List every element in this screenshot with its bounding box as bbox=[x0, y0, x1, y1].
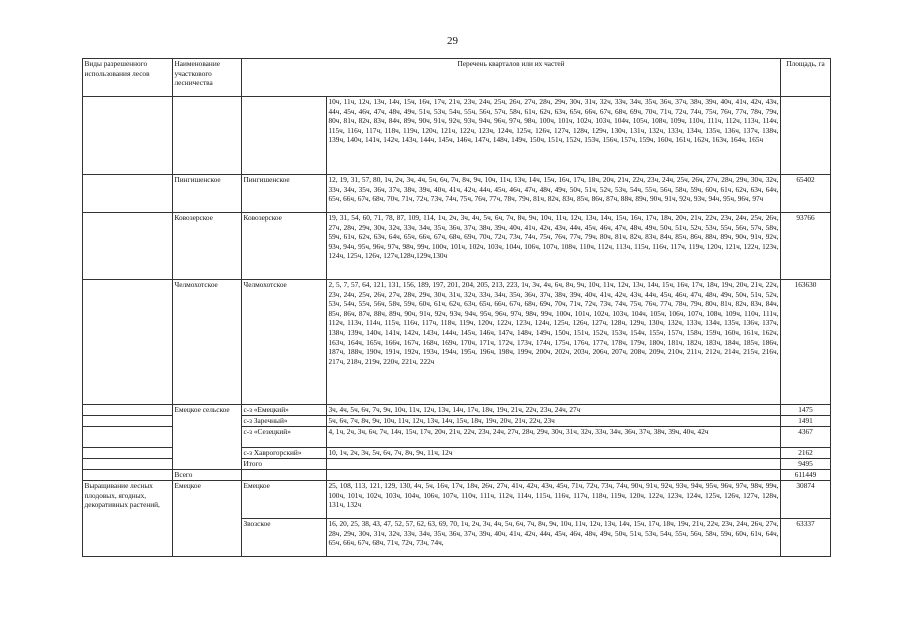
cell-forestry: Емецкое сельское bbox=[173, 405, 242, 470]
cell-forestry bbox=[173, 97, 242, 175]
cell-use bbox=[83, 280, 173, 405]
cell-quarters: 5ч, 6ч, 7ч, 8ч, 9ч, 10ч, 11ч, 12ч, 13ч, 14ч, 15ч, 18ч, 19ч, 20ч, 21ч, 22ч, 23ч bbox=[327, 416, 781, 427]
cell-use: Выращивание лесных плодовых, ягодных, декоративных растений, bbox=[83, 481, 173, 557]
table-row-total bbox=[83, 470, 831, 481]
cell-use bbox=[83, 175, 173, 213]
cell-forestry: Емецкое bbox=[173, 481, 242, 557]
cell-sub: Емецкое bbox=[242, 481, 327, 519]
cell-area: 65402 bbox=[781, 175, 831, 213]
cell-quarters: 19, 31, 54, 60, 71, 78, 87, 109, 114, 1ч, 2ч, 3ч, 4ч, 5ч, 6ч, 7ч, 8ч, 9ч, 10ч, 11ч, 12ч, 13ч, 14ч, 15ч, 16ч, 17ч, 18ч, 20ч, 21ч, 22ч, 23ч, 24ч, 25ч, 26ч, 27ч, 28ч, 29ч, 30ч, 32ч, 33ч, 34ч, 35ч, 36ч, 37ч, 38ч, 39ч, 40ч, 41ч, 42ч, 43ч, 44ч, 45ч, 46ч, 47ч, 48ч, 49ч, 50ч, 51ч, 52ч, 53ч, 55ч, 56ч, 57ч, 58ч, 59ч, 61ч, 62ч, 63ч, 64ч, 65ч, 66ч, 67ч, 68ч, 69ч, 70ч, 72ч, 73ч, 74ч, 75ч, 76ч, 77ч, 79ч, 80ч, 81ч, 82ч, 83ч, 84ч, 85ч, 86ч, 88ч, 89ч, 90ч, 91ч, 92ч, 93ч, 94ч, 95ч, 96ч, 97ч, 98ч, 99ч, 100ч, 101ч, 102ч, 103ч, 104ч, 106ч, 107ч, 108ч, 110ч, 112ч, 113ч, 115ч, 116ч, 117ч, 119ч, 120ч, 121ч, 122ч, 123ч, 124ч, 125ч, 126ч, 127ч,128ч,129ч,130ч bbox=[327, 213, 781, 280]
table-row bbox=[83, 280, 831, 405]
header-row bbox=[83, 59, 831, 97]
cell-use bbox=[83, 416, 173, 427]
cell-sub: с-з «Сезецкий» bbox=[242, 427, 327, 448]
table-row bbox=[83, 481, 831, 519]
cell-area: 611449 bbox=[781, 470, 831, 481]
page-number: 29 bbox=[447, 35, 458, 47]
cell-sub bbox=[242, 97, 327, 175]
header-use-type: Виды разрешенного использования лесов bbox=[83, 59, 173, 97]
cell-sub: с-з Заречный» bbox=[242, 416, 327, 427]
cell-quarters bbox=[327, 459, 781, 470]
header-quarters: Перечень кварталов или их частей bbox=[242, 59, 781, 97]
cell-quarters: 4, 1ч, 2ч, 3ч, 6ч, 7ч, 14ч, 15ч, 17ч, 20ч, 21ч, 22ч, 23ч, 24ч, 27ч, 28ч, 29ч, 30ч, 31ч, 32ч, 33ч, 34ч, 36ч, 37ч, 38ч, 39ч, 40ч, 42ч bbox=[327, 427, 781, 448]
cell-forestry: Пингишенское bbox=[173, 175, 242, 213]
cell-quarters: 10ч, 11ч, 12ч, 13ч, 14ч, 15ч, 16ч, 17ч, 21ч, 23ч, 24ч, 25ч, 26ч, 27ч, 28ч, 29ч, 30ч, 31ч, 32ч, 33ч, 34ч, 35ч, 36ч, 37ч, 38ч, 39ч, 40ч, 41ч, 42ч, 43ч, 44ч, 45ч, 46ч, 47ч, 48ч, 49ч, 51ч, 53ч, 54ч, 55ч, 56ч, 57ч, 58ч, 61ч, 62ч, 63ч, 65ч, 66ч, 67ч, 68ч, 69ч, 70ч, 71ч, 72ч, 74ч, 75ч, 76ч, 77ч, 78ч, 79ч, 80ч, 81ч, 82ч, 83ч, 84ч, 89ч, 90ч, 91ч, 92ч, 93ч, 94ч, 96ч, 97ч, 98ч, 100ч, 101ч, 102ч, 103ч, 104ч, 105ч, 108ч, 109ч, 110ч, 111ч, 112ч, 113ч, 114ч, 115ч, 116ч, 117ч, 118ч, 119ч, 120ч, 121ч, 122ч, 123ч, 124ч, 125ч, 126ч, 127ч, 128ч, 129ч, 130ч, 131ч, 132ч, 133ч, 134ч, 135ч, 136ч, 137ч, 138ч, 139ч, 140ч, 141ч, 142ч, 143ч, 144ч, 145ч, 146ч, 147ч, 148ч, 149ч, 150ч, 151ч, 152ч, 153ч, 156ч, 157ч, 159ч, 160ч, 161ч, 162ч, 163ч, 164ч, 165ч bbox=[327, 97, 781, 175]
cell-quarters bbox=[327, 470, 781, 481]
cell-use bbox=[83, 97, 173, 175]
header-area: Площадь, га bbox=[781, 59, 831, 97]
cell-area: 93766 bbox=[781, 213, 831, 280]
cell-sub: Челмохотское bbox=[242, 280, 327, 405]
table-row bbox=[83, 405, 831, 416]
cell-area: 2162 bbox=[781, 448, 831, 459]
cell-quarters: 16, 20, 25, 38, 43, 47, 52, 57, 62, 63, 69, 70, 1ч, 2ч, 3ч, 4ч, 5ч, 6ч, 7ч, 8ч, 9ч, 10ч, 11ч, 12ч, 13ч, 14ч, 15ч, 17ч, 18ч, 19ч, 21ч, 22ч, 23ч, 24ч, 26ч, 27ч, 28ч, 29ч, 30ч, 31ч, 32ч, 33ч, 34ч, 35ч, 36ч, 37ч, 39ч, 40ч, 41ч, 42ч, 44ч, 45ч, 46ч, 48ч, 49ч, 50ч, 51ч, 53ч, 54ч, 55ч, 56ч, 58ч, 59ч, 60ч, 61ч, 64ч, 65ч, 66ч, 67ч, 68ч, 71ч, 72ч, 73ч, 74ч, bbox=[327, 519, 781, 557]
cell-area: 1475 bbox=[781, 405, 831, 416]
cell-sub: с-з «Емецкий» bbox=[242, 405, 327, 416]
cell-use bbox=[83, 405, 173, 416]
cell-area: 163630 bbox=[781, 280, 831, 405]
cell-quarters: 25, 108, 113, 121, 129, 130, 4ч, 5ч, 16ч, 17ч, 18ч, 26ч, 27ч, 41ч, 42ч, 43ч, 45ч, 71ч, 72ч, 73ч, 74ч, 90ч, 91ч, 92ч, 93ч, 94ч, 95ч, 96ч, 97ч, 98ч, 99ч, 100ч, 101ч, 102ч, 103ч, 104ч, 106ч, 107ч, 110ч, 111ч, 112ч, 114ч, 115ч, 116ч, 117ч, 118ч, 119ч, 120ч, 122ч, 123ч, 124ч, 125ч, 126ч, 127ч, 128ч, 131ч, 132ч bbox=[327, 481, 781, 519]
cell-sub bbox=[242, 470, 327, 481]
cell-quarters: 2, 5, 7, 57, 64, 121, 131, 156, 189, 197, 201, 204, 205, 213, 223, 1ч, 3ч, 4ч, 6ч, 8ч, 9ч, 10ч, 11ч, 12ч, 13ч, 14ч, 15ч, 16ч, 17ч, 18ч, 19ч, 20ч, 21ч, 22ч, 23ч, 24ч, 25ч, 26ч, 27ч, 28ч, 29ч, 30ч, 31ч, 32ч, 33ч, 34ч, 35ч, 36ч, 37ч, 38ч, 39ч, 40ч, 41ч, 42ч, 43ч, 44ч, 45ч, 46ч, 47ч, 48ч, 49ч, 50ч, 51ч, 52ч, 53ч, 54ч, 55ч, 56ч, 58ч, 59ч, 60ч, 61ч, 62ч, 63ч, 65ч, 66ч, 67ч, 68ч, 69ч, 70ч, 71ч, 72ч, 73ч, 74ч, 75ч, 76ч, 77ч, 78ч, 79ч, 80ч, 81ч, 82ч, 83ч, 84ч, 85ч, 86ч, 87ч, 88ч, 89ч, 90ч, 91ч, 92ч, 93ч, 94ч, 95ч, 96ч, 97ч, 98ч, 99ч, 100ч, 101ч, 102ч, 103ч, 104ч, 105ч, 106ч, 107ч, 108ч, 109ч, 110ч, 111ч, 112ч, 113ч, 114ч, 115ч, 116ч, 117ч, 118ч, 119ч, 120ч, 122ч, 123ч, 124ч, 125ч, 126ч, 127ч, 128ч, 129ч, 130ч, 132ч, 133ч, 134ч, 135ч, 136ч, 137ч, 138ч, 139ч, 140ч, 141ч, 142ч, 143ч, 144ч, 145ч, 146ч, 147ч, 148ч, 149ч, 150ч, 151ч, 152ч, 153ч, 154ч, 155ч, 157ч, 158ч, 159ч, 160ч, 161ч, 162ч, 163ч, 164ч, 165ч, 166ч, 167ч, 168ч, 169ч, 170ч, 171ч, 172ч, 173ч, 174ч, 175ч, 176ч, 177ч, 178ч, 179ч, 180ч, 181ч, 182ч, 183ч, 184ч, 185ч, 186ч, 187ч, 188ч, 190ч, 191ч, 192ч, 193ч, 194ч, 195ч, 196ч, 198ч, 199ч, 200ч, 202ч, 203ч, 206ч, 207ч, 208ч, 209ч, 210ч, 211ч, 212ч, 214ч, 215ч, 216ч, 217ч, 218ч, 219ч, 220ч, 221ч, 222ч bbox=[327, 280, 781, 405]
cell-forestry: Челмохотское bbox=[173, 280, 242, 405]
cell-use bbox=[83, 427, 173, 448]
cell-area bbox=[781, 97, 831, 175]
cell-sub: Звозское bbox=[242, 519, 327, 557]
cell-use bbox=[83, 459, 173, 470]
cell-sub: Ковозерское bbox=[242, 213, 327, 280]
cell-area: 9495 bbox=[781, 459, 831, 470]
cell-forestry: Ковозерское bbox=[173, 213, 242, 280]
cell-use bbox=[83, 448, 173, 459]
forest-use-table bbox=[82, 58, 831, 557]
cell-area: 63337 bbox=[781, 519, 831, 557]
table-row bbox=[83, 213, 831, 280]
table-row bbox=[83, 97, 831, 175]
cell-use bbox=[83, 213, 173, 280]
cell-quarters: 3ч, 4ч, 5ч, 6ч, 7ч, 9ч, 10ч, 11ч, 12ч, 13ч, 14ч, 17ч, 18ч, 19ч, 21ч, 22ч, 23ч, 24ч, 27ч bbox=[327, 405, 781, 416]
cell-sub: Итого bbox=[242, 459, 327, 470]
cell-quarters: 10, 1ч, 2ч, 3ч, 5ч, 6ч, 7ч, 8ч, 9ч, 11ч, 12ч bbox=[327, 448, 781, 459]
cell-sub: с-з Хаврогорский» bbox=[242, 448, 327, 459]
table-row bbox=[83, 175, 831, 213]
header-forestry: Наименование участкового лесничества bbox=[173, 59, 242, 97]
cell-area: 4367 bbox=[781, 427, 831, 448]
cell-area: 30874 bbox=[781, 481, 831, 519]
cell-sub: Пингишенское bbox=[242, 175, 327, 213]
cell-use bbox=[83, 470, 173, 481]
cell-area: 1491 bbox=[781, 416, 831, 427]
cell-quarters: 12, 19, 31, 57, 80, 1ч, 2ч, 3ч, 4ч, 5ч, 6ч, 7ч, 8ч, 9ч, 10ч, 11ч, 13ч, 14ч, 15ч, 16ч, 17ч, 18ч, 20ч, 21ч, 22ч, 23ч, 24ч, 25ч, 26ч, 27ч, 28ч, 29ч, 30ч, 32ч, 33ч, 34ч, 35ч, 36ч, 37ч, 38ч, 39ч, 40ч, 41ч, 42ч, 44ч, 45ч, 46ч, 47ч, 48ч, 49ч, 50ч, 51ч, 52ч, 53ч, 54ч, 55ч, 56ч, 58ч, 59ч, 60ч, 61ч, 62ч, 63ч, 64ч, 65ч, 66ч, 67ч, 68ч, 70ч, 71ч, 72ч, 73ч, 74ч, 75ч, 76ч, 77ч, 78ч, 79ч, 81ч, 82ч, 83ч, 85ч, 86ч, 87ч, 88ч, 89ч, 90ч, 91ч, 92ч, 93ч, 94ч, 95ч, 96ч, 97ч bbox=[327, 175, 781, 213]
cell-total-label: Всего bbox=[173, 470, 242, 481]
